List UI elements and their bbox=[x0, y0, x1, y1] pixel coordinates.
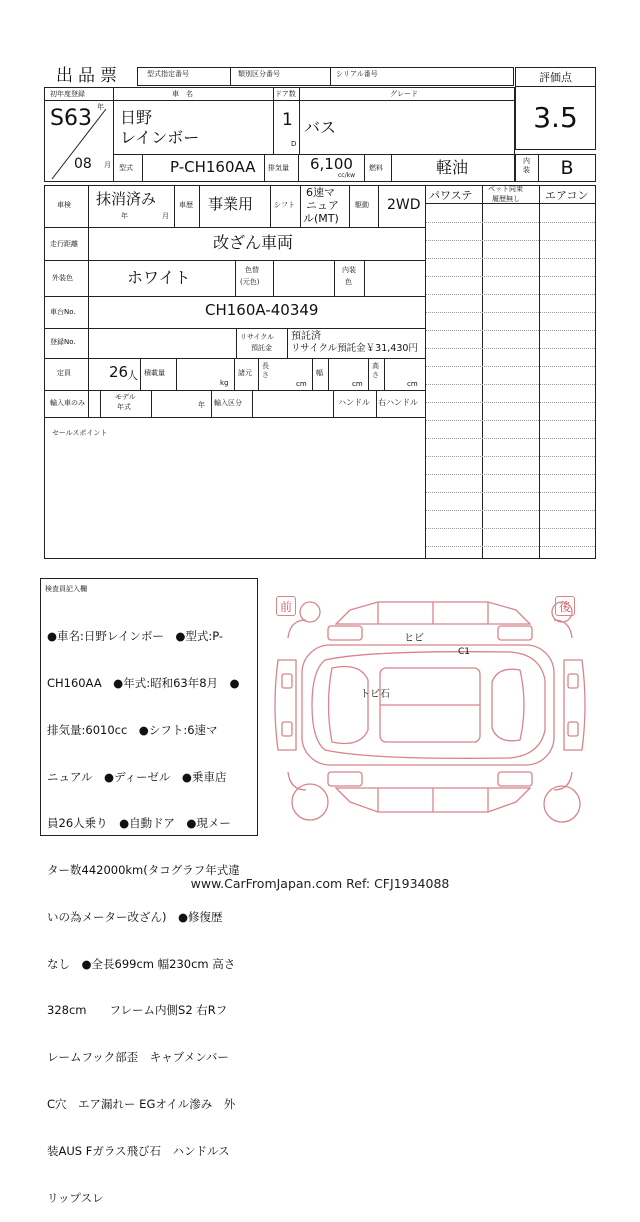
reg-month: 08 bbox=[74, 156, 92, 172]
rear-marker: 後 bbox=[555, 596, 575, 616]
mark-hibi: ヒビ bbox=[404, 633, 424, 644]
report-line: いの為メーター改ざん) ●修復歴 bbox=[47, 909, 223, 924]
width-unit: cm bbox=[352, 380, 363, 388]
door-label: ドア数 bbox=[275, 90, 296, 98]
reg-year-unit: 年 bbox=[97, 103, 104, 111]
recycle-value-2: リサイクル預託金￥31,430円 bbox=[291, 343, 418, 354]
int-color-label-2: 色 bbox=[345, 278, 352, 286]
sales-point-label: セールスポイント bbox=[52, 429, 108, 437]
displacement-unit: cc/kw bbox=[338, 172, 356, 179]
front-marker: 前 bbox=[276, 596, 296, 616]
interior-value: B bbox=[560, 156, 574, 179]
displacement-label: 排気量 bbox=[268, 164, 289, 172]
pet-label-2: 履歴無し bbox=[492, 195, 520, 203]
drive-label: 駆動 bbox=[355, 201, 369, 209]
length-label-2: さ bbox=[262, 371, 269, 379]
color-change-label-2: (元色) bbox=[240, 278, 260, 286]
inspection-label: 車検 bbox=[57, 201, 71, 209]
reg-month-unit: 月 bbox=[104, 161, 111, 169]
mileage-label: 走行距離 bbox=[50, 240, 78, 248]
door-value: 1 bbox=[282, 110, 293, 130]
capacity-label: 定員 bbox=[57, 369, 71, 377]
length-label-1: 長 bbox=[262, 362, 269, 370]
import-label: 輸入車のみ bbox=[50, 399, 85, 407]
report-line: ●車名:日野レインボー ●型式:P- bbox=[47, 629, 224, 644]
length-unit: cm bbox=[296, 380, 307, 388]
inspection-value: 抹消済み bbox=[96, 190, 157, 208]
shift-value-2: ニュア bbox=[306, 199, 339, 212]
width-label: 幅 bbox=[316, 369, 323, 377]
sheet-title: 出品票 bbox=[56, 66, 122, 86]
car-name-2: レインボー bbox=[120, 128, 200, 147]
drive-value: 2WD bbox=[387, 197, 421, 213]
type-value: P-CH160AA bbox=[170, 158, 256, 176]
report-line: 員26人乗り ●自動ドア ●現メー bbox=[47, 816, 231, 831]
size-label: 諸元 bbox=[238, 369, 252, 377]
color-label: 外装色 bbox=[52, 274, 73, 282]
color-change-label-1: 色替 bbox=[245, 266, 259, 274]
fuel-label: 燃料 bbox=[369, 164, 383, 172]
import-class-label: 輸入区分 bbox=[214, 399, 242, 407]
model-year-label-1: モデル bbox=[115, 393, 136, 401]
aircon: エアコン bbox=[545, 189, 589, 202]
type-label: 型式 bbox=[119, 164, 133, 172]
vehicle-diagram bbox=[270, 590, 590, 835]
chassis-label: 車台No. bbox=[50, 308, 76, 316]
shift-value-3: ル(MT) bbox=[303, 212, 339, 225]
report-line: ター数442000km(タコグラフ年式違 bbox=[47, 863, 240, 878]
powersteering: パワステ bbox=[429, 189, 473, 202]
report-line: なし ●全長699cm 幅230cm 高さ bbox=[47, 956, 236, 971]
model-year-label-2: 年式 bbox=[117, 403, 131, 411]
report-line: C穴 エア漏れー EGオイル滲み 外 bbox=[47, 1097, 236, 1111]
height-label-2: さ bbox=[372, 371, 379, 379]
recycle-label-1: リサイクル bbox=[240, 333, 275, 341]
height-unit: cm bbox=[407, 380, 418, 388]
shift-label: シフト bbox=[274, 201, 295, 209]
mark-tobiishi: トビ石 bbox=[360, 689, 390, 700]
car-name-label: 車 名 bbox=[172, 90, 193, 98]
displacement-value: 6,100 bbox=[310, 155, 353, 173]
pet-label-1: ペット同乗 bbox=[488, 185, 523, 193]
report-line: 328cm フレーム内側S2 右Rフ bbox=[47, 1003, 228, 1018]
report-line: 排気量:6010cc ●シフト:6速マ bbox=[47, 722, 218, 737]
shift-value-1: 6速マ bbox=[306, 186, 335, 199]
recycle-label-2: 預託金 bbox=[251, 344, 272, 352]
car-name-1: 日野 bbox=[120, 108, 153, 127]
capacity-unit: 人 bbox=[127, 369, 138, 382]
inspector-report bbox=[47, 598, 253, 1222]
report-line: ニュアル ●ディーゼル ●乗車店 bbox=[47, 769, 227, 784]
door-suffix: D bbox=[291, 140, 297, 148]
rating-value: 3.5 bbox=[533, 101, 578, 134]
import-year-unit: 年 bbox=[198, 401, 205, 409]
use-label: 車歴 bbox=[179, 201, 193, 209]
header-row bbox=[137, 67, 514, 86]
grade-label: グレード bbox=[390, 90, 418, 98]
load-unit: kg bbox=[220, 379, 229, 387]
mileage-value: 改ざん車両 bbox=[213, 233, 294, 252]
report-line: リップスレ bbox=[47, 1190, 104, 1205]
regno-label: 登録No. bbox=[50, 338, 76, 346]
report-line: レームフック部歪 キャブメンバー bbox=[47, 1050, 229, 1065]
chassis-value: CH160A-40349 bbox=[205, 301, 319, 319]
inspection-year: 年 bbox=[121, 212, 128, 220]
use-value: 事業用 bbox=[208, 195, 254, 213]
mark-c1: C1 bbox=[458, 647, 471, 657]
interior-label: 内装 bbox=[523, 157, 530, 174]
reg-year: S63 bbox=[50, 106, 92, 131]
handle-label: ハンドル bbox=[338, 398, 370, 407]
grade-value: バス bbox=[304, 118, 337, 137]
report-line: CH160AA ●年式:昭和63年8月 ● bbox=[47, 675, 240, 690]
inspection-month: 月 bbox=[162, 212, 169, 220]
report-line: 装AUS Fガラス飛び石 ハンドルス bbox=[47, 1143, 230, 1158]
inspector-title: 検査員記入欄 bbox=[45, 585, 87, 593]
capacity-value: 26 bbox=[109, 363, 129, 381]
fuel-value: 軽油 bbox=[436, 158, 469, 177]
recycle-value-1: 預託済 bbox=[291, 331, 321, 342]
handle-value: 右ハンドル bbox=[378, 398, 418, 407]
int-color-label-1: 内装 bbox=[342, 266, 356, 274]
color-value: ホワイト bbox=[127, 268, 191, 287]
height-label-1: 高 bbox=[372, 362, 379, 370]
load-label: 積載量 bbox=[144, 369, 165, 377]
rating-label: 評価点 bbox=[539, 70, 572, 84]
class-number-label: 類別区分番号 bbox=[238, 70, 280, 78]
first-reg-label: 初年度登録 bbox=[50, 90, 85, 98]
footer-watermark: www.CarFromJapan.com Ref: CFJ1934088 bbox=[190, 875, 450, 891]
serial-label: シリアル番号 bbox=[336, 70, 378, 78]
model-number-label: 型式指定番号 bbox=[147, 70, 189, 78]
